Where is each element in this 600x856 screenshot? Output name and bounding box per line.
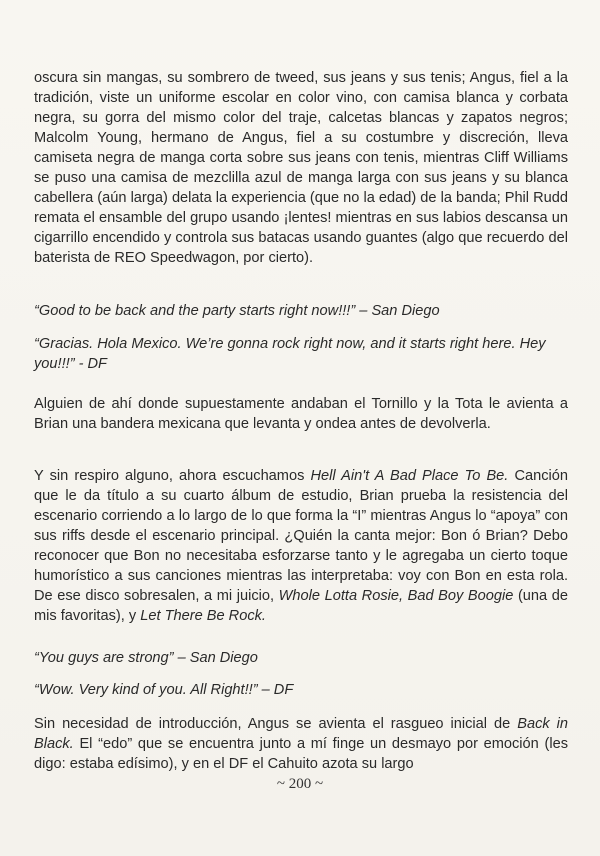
paragraph-hell-aint-a-bad-place bbox=[34, 466, 568, 626]
song-title-back-in-black: Back in Black. bbox=[34, 716, 568, 752]
paragraph-band-outfits: oscura sin mangas, su sombrero de tweed, sus jeans y sus tenis; Angus, fiel a la tradición, viste un uniforme escolar en color vino, con camisa blanca y corbata negra, su gorra del mismo color del traje, calcetas blancas y zapatos negros; Malcolm Young, hermano de Angus, fiel a su costumbre y discreción, lleva camiseta negra de manga corta sobre sus jeans con tenis, mientras Cliff Williams se puso una camisa de mezclilla azul de manga larga con sus jeans y su blanca cabellera (aún larga) delata la experiencia (que no la edad) de la banda; Phil Rudd remata el ensamble del grupo usando ¡lentes! mientras en sus labios descansa un cigarrillo encendido y controla sus batacas usando guantes (algo que recuerdo del baterista de REO Speedwagon, por cierto). bbox=[34, 70, 568, 266]
p3-text-middle: Canción que le da título a su cuarto álbum de estudio, Brian prueba la resistencia del escenario corriendo a lo largo de lo que forma la “I” mientras Angus lo “apoya” con sus riffs desde el escenario principal. ¿Quién la canta mejor: Bon ó Brian? Debo reconocer que Bon no necesitaba esforzarse tanto y le agregaba un cierto toque humorístico a sus canciones mientras las interpretaba: voy con Bon en esta rola. De ese disco sobresalen, a mi juicio, bbox=[34, 468, 568, 604]
p3-text-start: Y sin respiro alguno, ahora escuchamos bbox=[34, 468, 311, 484]
quote-san-diego-strong: “You guys are strong” – San Diego bbox=[34, 650, 258, 666]
song-title-hell-aint-a-bad-place: Hell Ain't A Bad Place To Be. bbox=[310, 468, 509, 484]
song-title-let-there-be-rock: Let There Be Rock. bbox=[140, 608, 266, 624]
quote-df-hola-mexico: “Gracias. Hola Mexico. We’re gonna rock right now, and it starts right here. Hey you!!!” - DF bbox=[34, 336, 546, 372]
p3-text-after-songs: (una de mis favoritas), y bbox=[34, 588, 568, 624]
paragraph-mexican-flag: Alguien de ahí donde supuestamente andaban el Tornillo y la Tota le avienta a Brian una bandera mexicana que levanta y ondea antes de devolverla. bbox=[34, 396, 568, 432]
quote-df-very-kind: “Wow. Very kind of you. All Right!!” – DF bbox=[34, 682, 294, 698]
quote-san-diego-party: “Good to be back and the party starts right now!!!” – San Diego bbox=[34, 303, 440, 319]
p4-text-start: Sin necesidad de introducción, Angus se avienta el rasgueo inicial de bbox=[34, 716, 518, 732]
p4-text-end: El “edo” que se encuentra junto a mí finge un desmayo por emoción (les digo: estaba edísimo), y en el DF el Cahuito azota su largo bbox=[34, 736, 568, 772]
song-titles-whole-lotta-rosie: Whole Lotta Rosie, Bad Boy Boogie bbox=[278, 588, 514, 604]
page-number: ~ 200 ~ bbox=[276, 776, 324, 792]
paragraph-back-in-black bbox=[34, 714, 568, 774]
